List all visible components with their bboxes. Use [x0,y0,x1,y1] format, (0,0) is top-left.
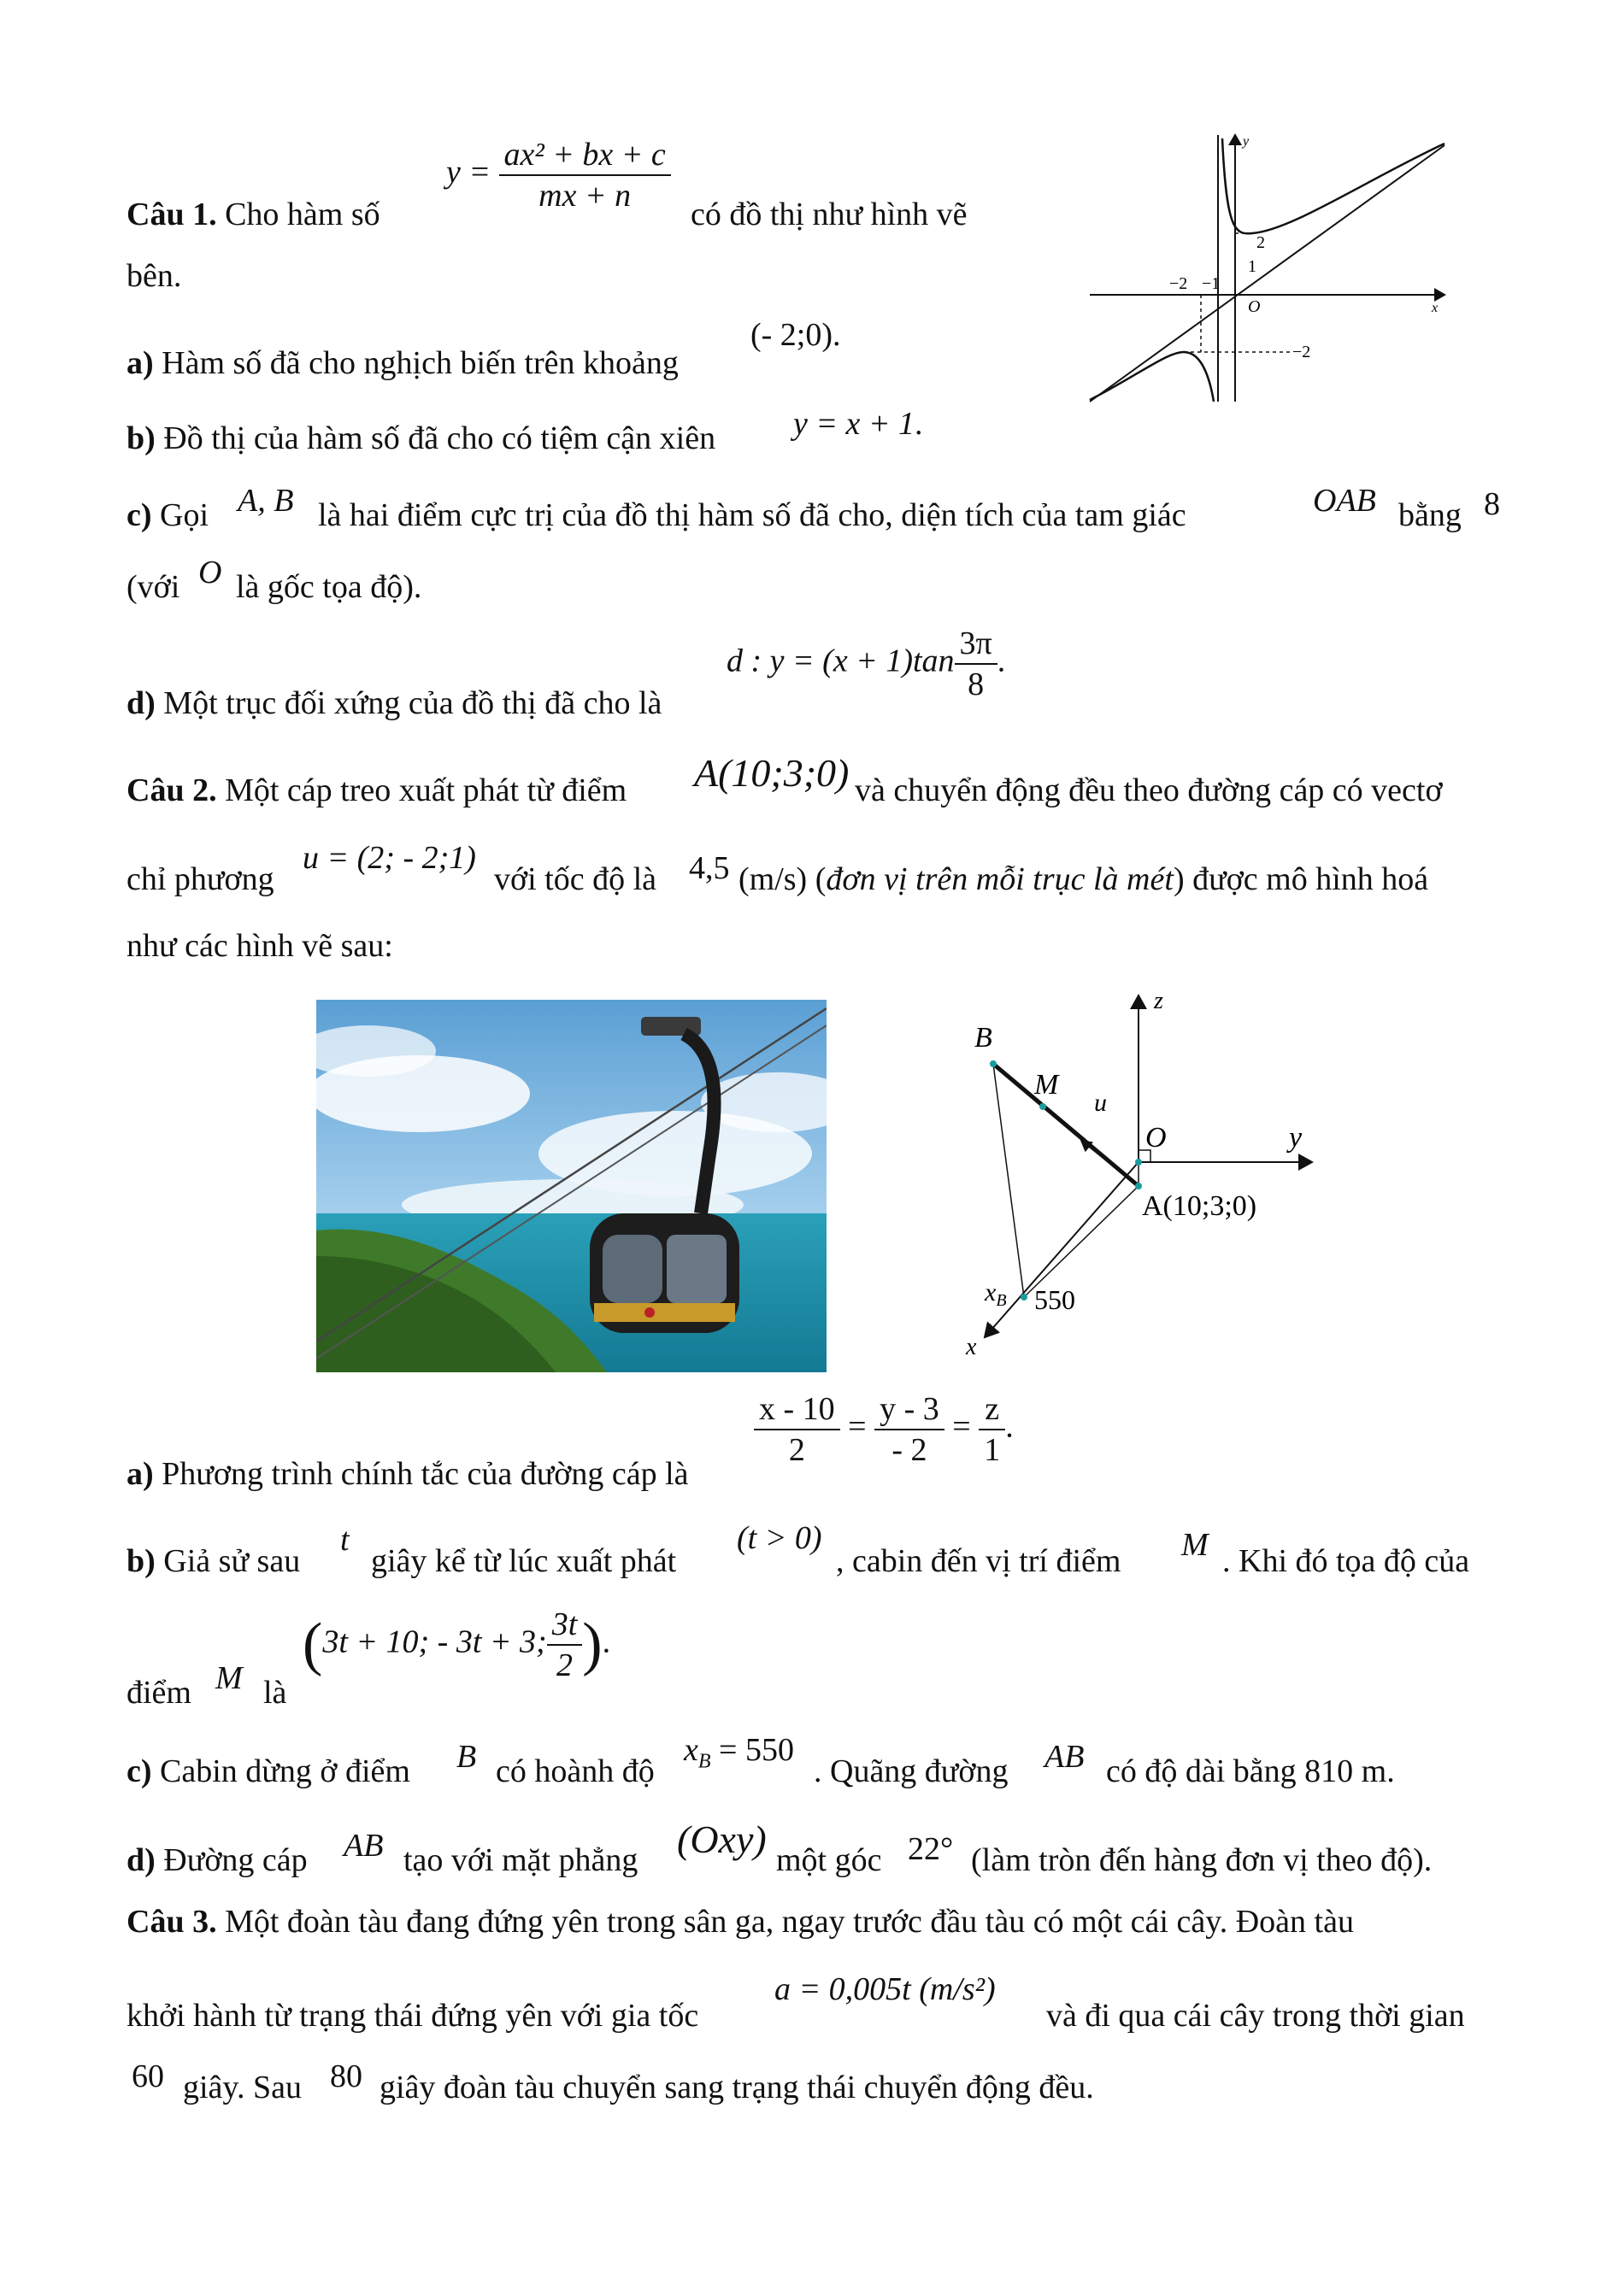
diagram-label-m: M [1034,1069,1059,1101]
q2-a-label: a) [127,1456,154,1492]
q2-point-a: A(10;3;0) [694,751,850,795]
q1-c-text2: là hai điểm cực trị của đồ thị hàm số đã cho, diện tích của tam giác [318,497,1186,533]
q2-b-text6: là [263,1675,287,1711]
diagram-xb-a [1024,1186,1139,1297]
q1-c-text1: Gọi [160,497,209,533]
q2-a-d1: 2 [788,1432,805,1468]
q2-c [127,1752,410,1791]
q2-line1 [127,771,627,810]
q2-a-n2: y - 3 [874,1389,944,1430]
q2-a [127,1454,689,1494]
q1-graph-oblique-asymptote [1090,145,1445,402]
diagram-label-b: B [974,1022,992,1054]
q2-c-math2 [684,1731,794,1774]
q1-d-math: d : y = (x + 1)tan $\frac{3\pi}{8}$ . [727,625,1006,702]
q1-formula-y: y = [446,154,491,191]
q1-b-asymptote: y = x + 1 [793,406,915,442]
q3-text2: khởi hành từ trạng thái đứng yên với gia tốc [127,1998,699,2034]
q2-a-d2: - 2 [891,1432,927,1468]
q2-text5-italic: đơn vị trên mỗi trục là mét [826,861,1174,897]
diagram-label-o: O [1145,1122,1167,1154]
q1-d-den: 8 [968,666,985,702]
q2-a-frac1 [754,1389,840,1470]
q2-math3: 4,5 [689,850,730,886]
q2-b-math2: (t > 0) [737,1520,822,1556]
q2-text6: ) được mô hình hoá [1173,861,1429,897]
q2-b-coord: (3t + 10; - 3t + 3; $\frac{3t}{2}$ ). [303,1606,611,1683]
q2-b-den: 2 [556,1647,573,1683]
q2-d-text1: Đường cáp [163,1842,308,1878]
q2-b-text3: , cabin đến vị trí điểm [836,1543,1121,1579]
q2-d-math3: 22° [908,1831,954,1867]
q2-text7: như các hình vẽ sau: [127,928,393,964]
diagram-point-m [1039,1103,1046,1110]
q2-b-math3: M [1181,1527,1209,1563]
q2-text5-wrap [738,860,1428,899]
q1-b [127,419,715,458]
diagram-label-y: y [1289,1122,1303,1154]
q2-b-text1: Giả sử sau [163,1543,301,1579]
q1-d-label: d) [127,685,156,721]
q1-d-fraction [955,624,997,704]
q2-a-frac2 [874,1389,944,1470]
q2-d-text3: một góc [776,1842,882,1878]
q2-c-math2-x: x [684,1732,698,1768]
diagram-point-b [990,1060,997,1067]
q2-math1 [694,750,849,796]
q1-c-math3: 8 [1484,486,1500,522]
q2-label: Câu 2. [127,772,217,808]
q1-a [127,344,679,383]
q1-graph-upper-branch [1222,138,1445,233]
cable-car-photo [316,1000,827,1372]
diagram-point-a [1135,1183,1142,1189]
diagram-cable-ab [993,1064,1139,1186]
q1-graph [1086,128,1453,410]
q1-c-math1: A, B [238,483,294,519]
q3-text4: giây. Sau [183,2070,302,2105]
q3-text3: và đi qua cái cây trong thời gian [1046,1998,1465,2034]
q2-c-text1: Cabin dừng ở điểm [160,1753,410,1789]
q1-c [127,496,209,535]
q2-a-n1: x - 10 [754,1389,840,1430]
q2-c-text3: . Quãng đường [814,1753,1009,1789]
q1-formula-num: ax² + bx + c [499,135,671,176]
q2-d-math1: AB [344,1828,384,1864]
q1-formula-den: mx + n [538,178,632,214]
q2-b-text2: giây kể từ lúc xuất phát [371,1543,677,1579]
q2-b-paren-right: ) [582,1612,603,1677]
q2-d-label: d) [127,1842,156,1878]
q1-c-text5: là gốc tọa độ). [236,569,422,605]
q2-c-math2-sub: B [697,1750,711,1773]
cable-3d-diagram [949,983,1333,1376]
q2-c-math3: AB [1044,1739,1085,1775]
q1-d-text: Một trục đối xứng của đồ thị đã cho là [163,685,662,721]
q1-text2: có đồ thị như hình vẽ [691,197,968,232]
q1-formula [446,135,671,215]
q1-c-text3: bằng [1398,497,1462,533]
q2-b [127,1541,300,1581]
q2-b-label: b) [127,1543,156,1579]
q3-text5: giây đoàn tàu chuyển sang trạng thái chuyển động đều. [380,2070,1094,2105]
q2-b-text4: . Khi đó tọa độ của [1222,1543,1470,1579]
q1-line1 [127,195,380,234]
q2-c-math1: B [456,1739,477,1775]
q2-d-math2 [677,1817,767,1862]
q2-d-text2: tạo với mặt phẳng [403,1842,638,1878]
q2-c-text2: có hoành độ [496,1753,655,1789]
q3-math3: 80 [330,2058,362,2094]
q1-a-text: Hàm số đã cho nghịch biến trên khoảng [162,345,679,381]
q1-graph-tick-neg2: −2 [1292,343,1311,361]
q2-text4: với tốc độ là [494,861,656,897]
diagram-label-xb [984,1278,1007,1310]
q2-b-math1: t [340,1522,350,1558]
q2-text2: và chuyển động đều theo đường cáp có vectơ [855,772,1443,808]
q1-a-label: a) [127,345,154,381]
q2-b-num: 3t [547,1605,583,1646]
q1-c-label: c) [127,497,152,533]
q3-math2: 60 [132,2058,164,2094]
q1-a-interval: (- 2;0) [750,317,833,353]
q1-graph-y-label: y [1243,134,1250,149]
diagram-point-o [1135,1159,1142,1166]
diagram-label-z: z [1154,988,1163,1014]
diagram-label-550: 550 [1034,1284,1075,1315]
q1-a-math: (- 2;0). [750,317,841,353]
q2-math2: u = (2; - 2;1) [303,840,476,876]
q1-graph-lower-branch [1090,352,1214,402]
q2-b-text5: điểm [127,1675,191,1711]
q1-graph-x-label: x [1432,301,1439,315]
q2-b-paren-left: ( [303,1612,323,1677]
q1-d-num: 3π [955,624,997,665]
q1-c-math4: O [198,555,222,590]
q1-graph-tick-1: 1 [1248,257,1256,276]
q2-b-frac [547,1605,583,1685]
q2-a-equation: $\frac{x - 10}{2}$ = $\frac{y - 3}{- 2}$ = $\frac{z}{1}$ . [754,1389,1014,1470]
q2-d-text4: (làm tròn đến hàng đơn vị theo độ). [971,1842,1433,1878]
q3-line1 [127,1902,1354,1941]
q3-text1: Một đoàn tàu đang đứng yên trong sân ga, ngay trước đầu tàu có một cái cây. Đoàn tàu [225,1904,1354,1940]
q1-c-math2: OAB [1313,483,1376,519]
q1-b-math: y = x + 1. [793,406,923,442]
q1-label: Câu 1. [127,197,217,232]
q1-graph-tick-m2: −2 [1169,274,1188,293]
q2-d-plane: (Oxy) [677,1817,767,1861]
q2-text5: (m/s) ( [738,861,827,897]
diagram-label-u: u⃗ [1094,1089,1127,1117]
q2-a-text: Phương trình chính tắc của đường cáp là [162,1456,689,1492]
q1-graph-origin-label: O [1248,297,1261,316]
diagram-label-x: x [966,1334,977,1360]
q1-text1: Cho hàm số [225,197,380,232]
q1-c-text4: (với [127,569,180,605]
q2-b-text5-line [127,1673,191,1712]
q3-label: Câu 3. [127,1904,217,1940]
q1-graph-tick-2: 2 [1256,233,1265,252]
q1-d [127,684,662,723]
q2-c-label: c) [127,1753,152,1789]
q1-graph-tick-m1: −1 [1202,274,1221,293]
diagram-label-a: A(10;3;0) [1142,1190,1257,1222]
q2-a-n3: z [979,1389,1005,1430]
q2-a-d3: 1 [984,1432,1001,1468]
diagram-u-vector [1081,1141,1139,1186]
q2-b-math4: M [215,1660,243,1696]
q2-d [127,1841,308,1880]
q3-acceleration: a = 0,005t (m/s²) [774,1971,996,2007]
q1-b-label: b) [127,420,156,456]
q1-b-text: Đồ thị của hàm số đã cho có tiệm cận xiên [163,420,716,456]
q2-text1: Một cáp treo xuất phát từ điểm [225,772,627,808]
q2-c-text4: có độ dài bằng 810 m. [1106,1753,1395,1789]
q2-b-coord-text: 3t + 10; - 3t + 3; [322,1624,547,1660]
diagram-b-projection [993,1064,1024,1297]
q3-math1 [774,1970,996,2008]
q2-a-frac3 [979,1389,1005,1470]
q2-text3: chỉ phương [127,861,274,897]
diagram-label-xb-sub: B [996,1291,1007,1310]
diagram-point-xb [1021,1294,1027,1301]
q1-text3: bên. [127,258,182,294]
diagram-label-xb-x: x [985,1278,997,1307]
q1-d-math-left: d : y = (x + 1)tan [727,643,955,679]
q1-formula-fraction [499,135,671,215]
q2-c-math2-val: = 550 [710,1732,794,1768]
